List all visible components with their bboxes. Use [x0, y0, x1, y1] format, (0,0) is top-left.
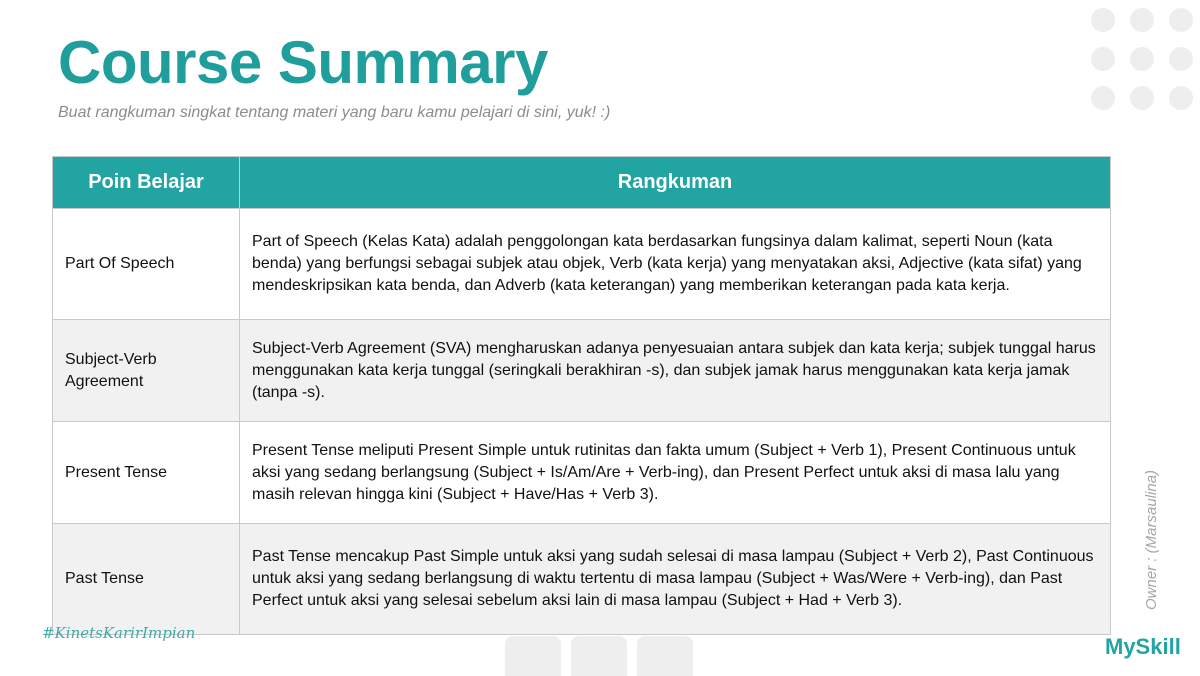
brand-logo: MySkill [1105, 634, 1181, 659]
decorative-dot [1130, 8, 1154, 32]
poin-cell: Present Tense [53, 422, 240, 524]
table-row [53, 320, 1111, 422]
decorative-tab [571, 636, 627, 676]
decorative-dot-grid [1091, 8, 1193, 110]
hashtag-text: #KinetsKarirImpian [42, 624, 196, 642]
decorative-dot [1169, 47, 1193, 71]
rangkuman-cell: Part of Speech (Kelas Kata) adalah penggolongan kata berdasarkan fungsinya dalam kalimat, seperti Noun (kata benda) yang berfungsi sebagai subjek atau objek, Verb (kata kerja) yang menyatakan aksi, Adjective (kata sifat) yang mendeskripsikan kata benda, dan Adverb (kata keterangan) yang memberikan keterangan pada kata kerja. [240, 209, 1111, 320]
page-title: Course Summary [58, 29, 548, 96]
rangkuman-cell: Subject-Verb Agreement (SVA) mengharuskan adanya penyesuaian antara subjek dan kata kerja; subjek tunggal harus menggunakan kata kerja tunggal (seringkali berakhiran -s), dan subjek jamak harus menggunakan kata kerja jamak (tanpa -s). [240, 320, 1111, 422]
summary-table [52, 156, 1111, 635]
poin-cell: Past Tense [53, 524, 240, 635]
column-header-poin-belajar: Poin Belajar [53, 157, 240, 209]
decorative-dot [1091, 8, 1115, 32]
decorative-dot [1130, 86, 1154, 110]
poin-cell: Subject-Verb Agreement [53, 320, 240, 422]
table-header-row [53, 157, 1111, 209]
decorative-tab [637, 636, 693, 676]
decorative-dot [1169, 86, 1193, 110]
owner-credit: Owner : (Marsaulina) [1143, 469, 1160, 610]
decorative-dot [1091, 86, 1115, 110]
column-header-rangkuman: Rangkuman [240, 157, 1111, 209]
decorative-dot [1169, 8, 1193, 32]
page-subtitle: Buat rangkuman singkat tentang materi yang baru kamu pelajari di sini, yuk! :) [58, 104, 611, 121]
poin-cell: Part Of Speech [53, 209, 240, 320]
decorative-dot [1130, 47, 1154, 71]
decorative-dot [1091, 47, 1115, 71]
table-row [53, 422, 1111, 524]
decorative-tab [505, 636, 561, 676]
rangkuman-cell: Present Tense meliputi Present Simple untuk rutinitas dan fakta umum (Subject + Verb 1), Present Continuous untuk aksi yang sedang berlangsung (Subject + Is/Am/Are + Verb-ing), dan Present Perfect untuk aksi di masa lalu yang masih relevan hingga kini (Subject + Have/Has + Verb 3). [240, 422, 1111, 524]
rangkuman-cell: Past Tense mencakup Past Simple untuk aksi yang sudah selesai di masa lampau (Subject + Verb 2), Past Continuous untuk aksi yang sedang berlangsung di waktu tertentu di masa lampau (Subject + Was/Were + Verb-ing), dan Past Perfect untuk aksi yang selesai sebelum aksi lain di masa lampau (Subject + Had + Verb 3). [240, 524, 1111, 635]
table-row [53, 209, 1111, 320]
table-row [53, 524, 1111, 635]
decorative-tabs [505, 636, 693, 676]
